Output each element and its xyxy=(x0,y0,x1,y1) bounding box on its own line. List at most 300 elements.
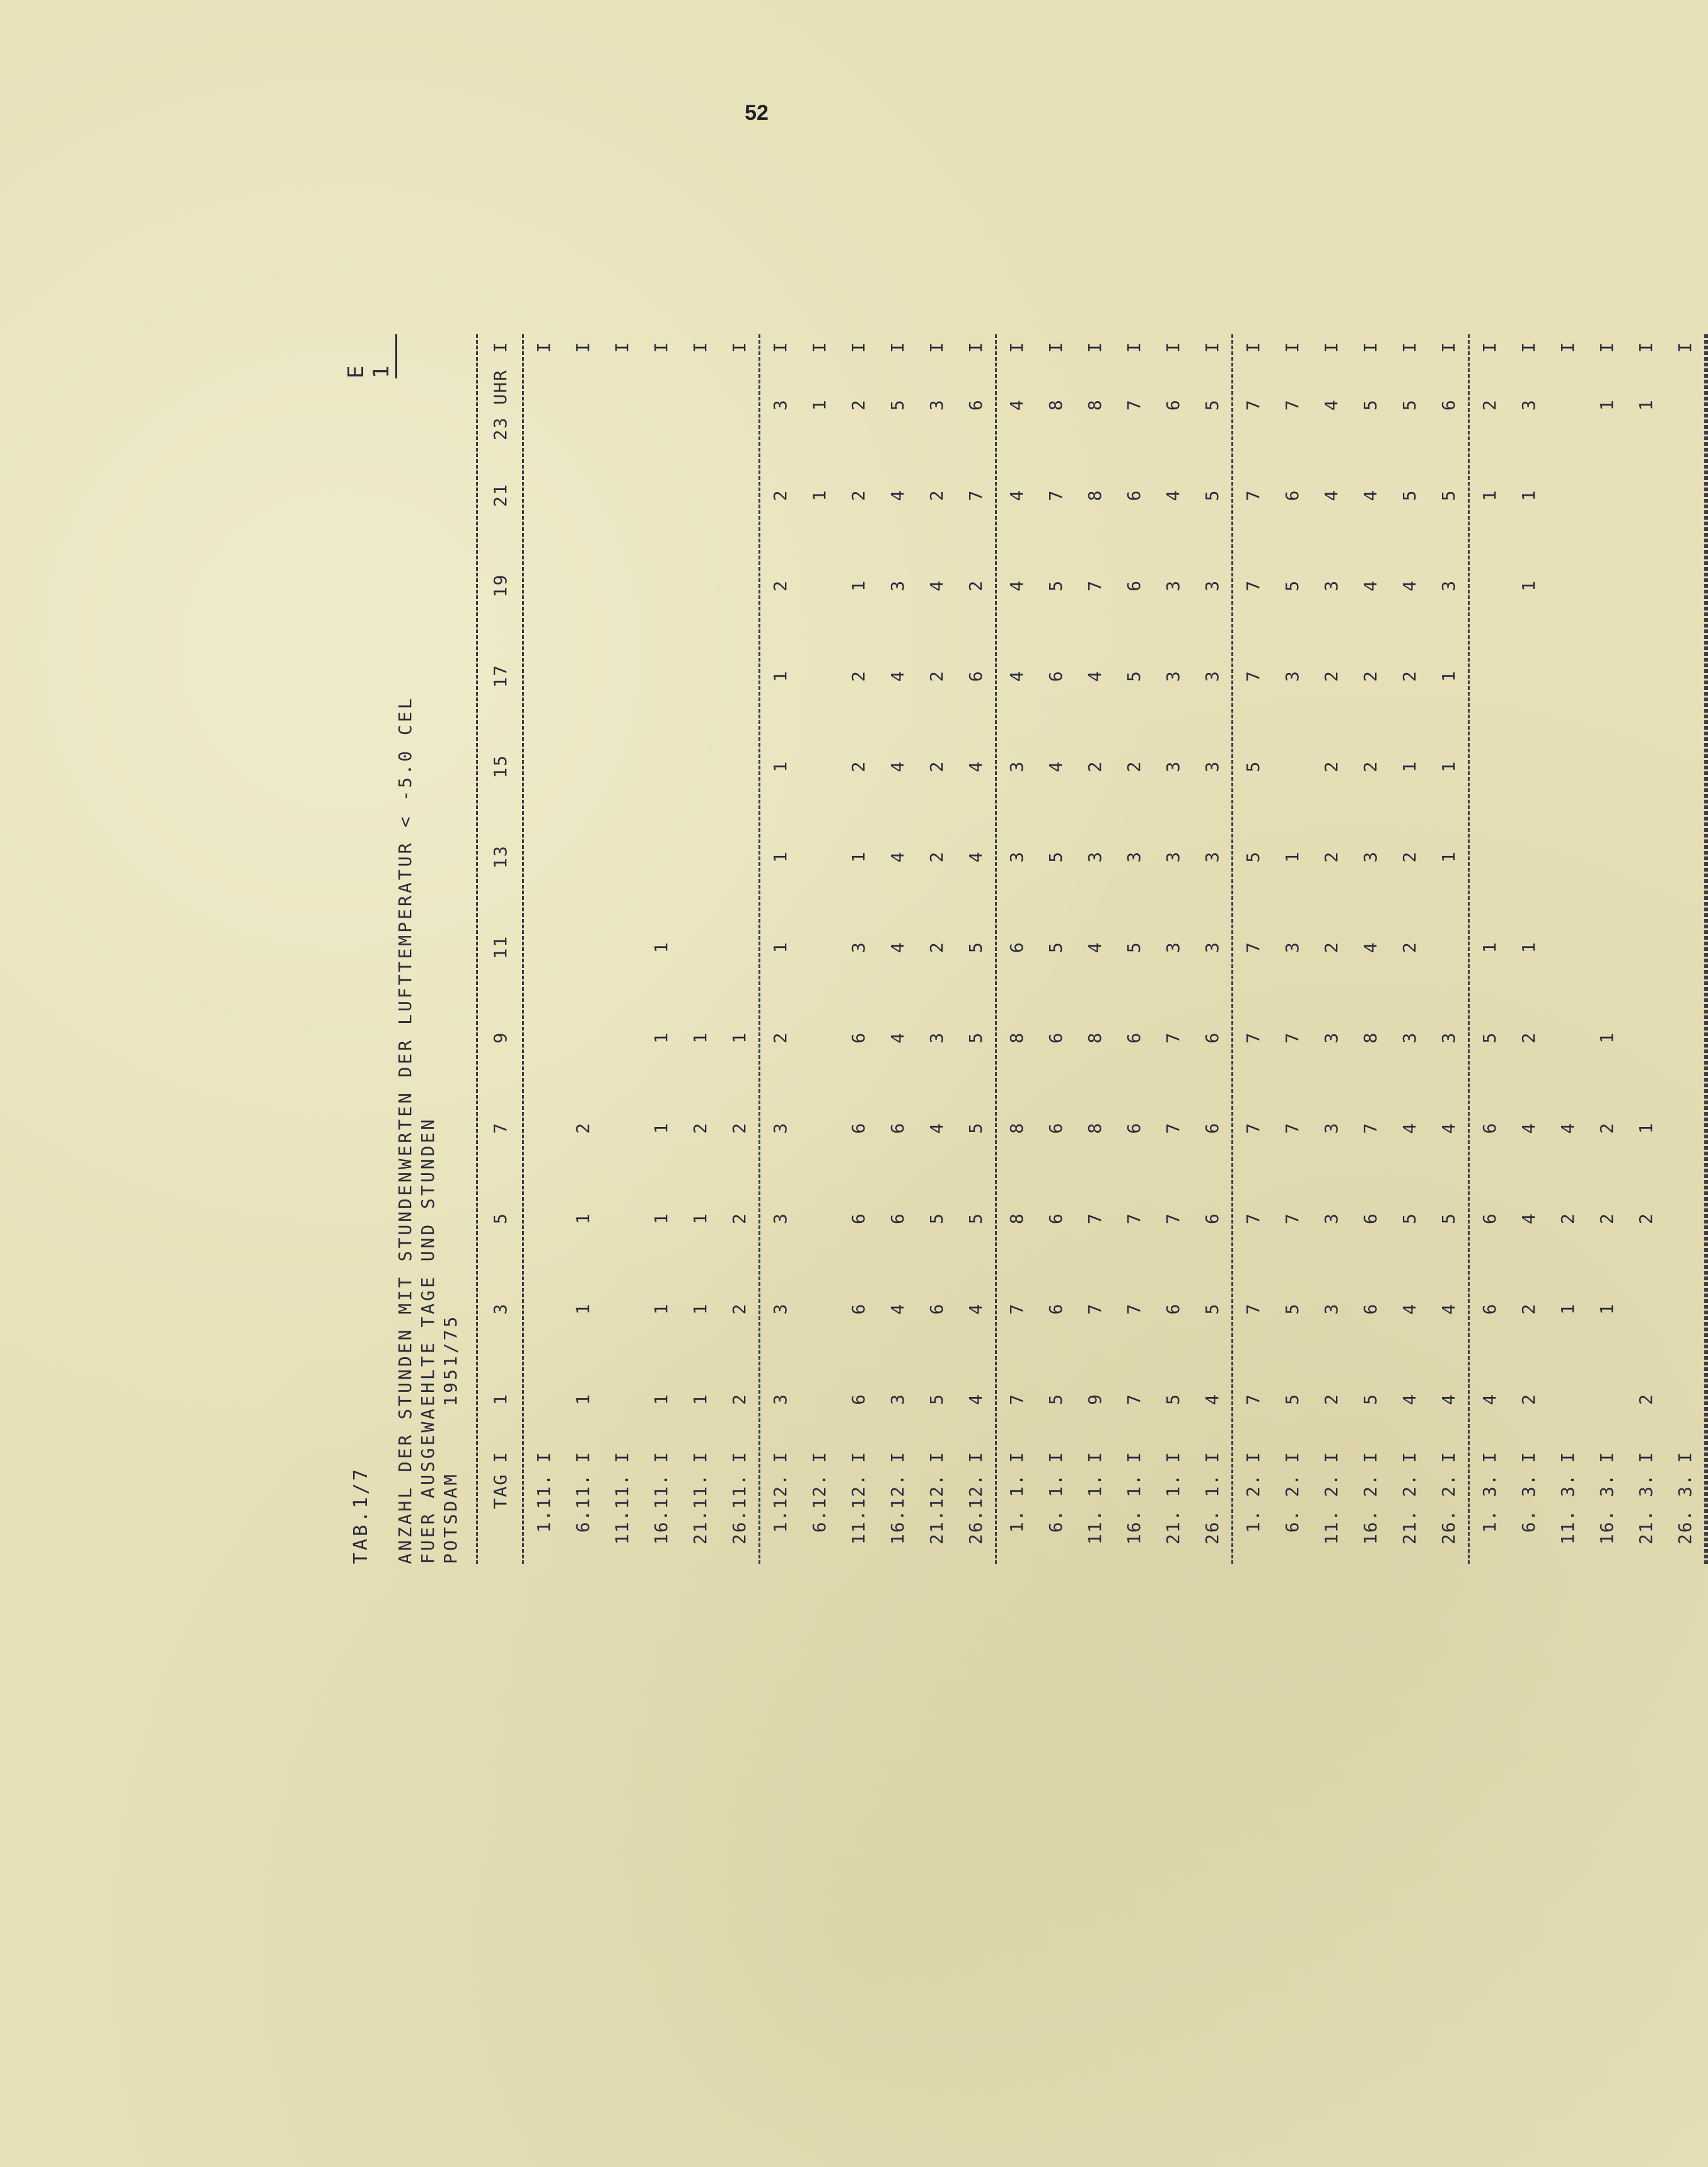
value-cell: 1 xyxy=(1596,399,1617,411)
value-cell: 1 xyxy=(1438,760,1459,773)
value-cell: 5 xyxy=(1281,579,1303,592)
column-separator: I xyxy=(1398,1451,1420,1463)
value-cell: 4 xyxy=(886,941,908,954)
value-cell: 6 xyxy=(1123,489,1144,501)
value-cell: 4 xyxy=(926,579,947,592)
value-cell: 7 xyxy=(965,489,986,501)
value-cell: 3 xyxy=(926,399,947,411)
column-separator: I xyxy=(689,341,711,353)
column-separator: I xyxy=(728,1451,750,1463)
value-cell: 7 xyxy=(1123,1302,1144,1315)
table-title xyxy=(394,696,462,1564)
value-cell: 4 xyxy=(1398,1302,1420,1315)
value-cell: 6 xyxy=(1281,489,1303,501)
value-cell: 4 xyxy=(1438,1302,1459,1315)
value-cell: 1 xyxy=(1596,1302,1617,1315)
value-cell: 2 xyxy=(1557,1212,1578,1225)
value-cell: 4 xyxy=(1084,941,1105,954)
value-cell: 4 xyxy=(1359,489,1381,501)
value-cell: 3 xyxy=(1162,670,1183,682)
column-separator: I xyxy=(1201,1451,1223,1463)
value-cell: 1 xyxy=(1557,1302,1578,1315)
hour-column-header: 9 xyxy=(489,1031,511,1044)
value-cell: 1 xyxy=(847,579,869,592)
value-cell: 6 xyxy=(847,1302,869,1315)
value-cell: 6 xyxy=(1201,1031,1223,1044)
value-cell: 7 xyxy=(1242,1393,1264,1405)
value-cell: 6 xyxy=(1045,1302,1066,1315)
value-cell: 3 xyxy=(1162,760,1183,773)
day-column-header: TAG xyxy=(489,1473,511,1509)
value-cell: 5 xyxy=(965,1212,986,1225)
table-row xyxy=(878,334,917,1564)
value-cell: 6 xyxy=(965,399,986,411)
value-cell: 6 xyxy=(1045,1121,1066,1134)
column-separator: I xyxy=(1162,341,1183,353)
value-cell: 2 xyxy=(1635,1393,1656,1405)
value-cell: 4 xyxy=(1320,489,1342,501)
day-cell: 11. 1. xyxy=(1084,1473,1105,1545)
value-cell: 5 xyxy=(1045,579,1066,592)
column-separator: I xyxy=(1242,341,1264,353)
value-cell: 3 xyxy=(1162,941,1183,954)
value-cell: 3 xyxy=(769,1393,791,1405)
value-cell: 4 xyxy=(1398,1121,1420,1134)
value-cell: 2 xyxy=(769,489,791,501)
value-cell: 1 xyxy=(728,1031,750,1044)
value-cell: 5 xyxy=(1281,1393,1303,1405)
value-cell: 4 xyxy=(886,1302,908,1315)
value-cell: 6 xyxy=(1123,579,1144,592)
value-cell: 3 xyxy=(1162,850,1183,863)
day-cell: 6. 2. xyxy=(1281,1473,1303,1533)
value-cell: 6 xyxy=(1123,1121,1144,1134)
day-cell: 26.11. xyxy=(728,1473,750,1545)
value-cell: 2 xyxy=(1320,760,1342,773)
value-cell: 4 xyxy=(1398,1393,1420,1405)
value-cell: 1 xyxy=(1438,670,1459,682)
column-separator: I xyxy=(1518,341,1539,353)
value-cell: 1 xyxy=(689,1031,711,1044)
day-cell: 26. 3. xyxy=(1674,1473,1695,1545)
value-cell: 7 xyxy=(1123,399,1144,411)
day-cell: 1. 2. xyxy=(1242,1473,1264,1533)
value-cell: 1 xyxy=(769,760,791,773)
day-cell: 21. 3. xyxy=(1635,1473,1656,1545)
value-cell: 6 xyxy=(1162,1302,1183,1315)
value-cell: 7 xyxy=(1084,1212,1105,1225)
value-cell: 4 xyxy=(965,1393,986,1405)
value-cell: 8 xyxy=(1084,489,1105,501)
table-row xyxy=(1470,334,1509,1564)
day-cell: 11.11. xyxy=(611,1473,632,1545)
value-cell: 2 xyxy=(769,579,791,592)
value-cell: 1 xyxy=(689,1302,711,1315)
value-cell: 2 xyxy=(689,1121,711,1134)
column-separator: I xyxy=(650,1451,671,1463)
table-id: TAB.1/7 xyxy=(350,1466,372,1564)
value-cell: 1 xyxy=(1596,1031,1617,1044)
value-cell: 3 xyxy=(769,399,791,411)
value-cell: 2 xyxy=(1518,1302,1539,1315)
table-row xyxy=(563,334,602,1564)
value-cell: 7 xyxy=(1162,1031,1183,1044)
value-cell: 6 xyxy=(847,1121,869,1134)
value-cell: 7 xyxy=(1242,1031,1264,1044)
value-cell: 6 xyxy=(1359,1302,1381,1315)
value-cell: 3 xyxy=(1438,579,1459,592)
value-cell: 1 xyxy=(650,941,671,954)
value-cell: 3 xyxy=(1320,1031,1342,1044)
value-cell: 6 xyxy=(965,670,986,682)
column-separator: I xyxy=(1557,341,1578,353)
value-cell: 4 xyxy=(1557,1121,1578,1134)
value-cell: 7 xyxy=(1242,941,1264,954)
value-cell: 2 xyxy=(769,1031,791,1044)
day-cell: 16. 1. xyxy=(1123,1473,1144,1545)
value-cell: 1 xyxy=(847,850,869,863)
value-cell: 1 xyxy=(1438,850,1459,863)
value-cell: 7 xyxy=(1162,1212,1183,1225)
day-cell: 26. 2. xyxy=(1438,1473,1459,1545)
hour-column-header: 15 xyxy=(489,754,511,778)
title-line: FUER AUSGEWAEHLTE TAGE UND STUNDEN xyxy=(417,1116,438,1564)
hour-column-header: 7 xyxy=(489,1121,511,1134)
value-cell: 3 xyxy=(769,1212,791,1225)
day-cell: 11. 2. xyxy=(1320,1473,1342,1545)
value-cell: 2 xyxy=(847,399,869,411)
value-cell: 1 xyxy=(650,1212,671,1225)
value-cell: 3 xyxy=(886,1393,908,1405)
value-cell: 5 xyxy=(1123,670,1144,682)
column-separator: I xyxy=(1320,341,1342,353)
value-cell: 8 xyxy=(1084,399,1105,411)
value-cell: 6 xyxy=(1123,1031,1144,1044)
value-cell: 1 xyxy=(572,1212,593,1225)
column-separator: I xyxy=(1479,341,1500,353)
day-cell: 21.12. xyxy=(926,1473,947,1545)
table-row xyxy=(997,334,1036,1564)
value-cell: 4 xyxy=(1162,489,1183,501)
value-cell: 3 xyxy=(1201,850,1223,863)
column-separator: I xyxy=(1596,1451,1617,1463)
column-separator: I xyxy=(1438,341,1459,353)
value-cell: 6 xyxy=(1479,1121,1500,1134)
value-cell: 4 xyxy=(1045,760,1066,773)
table-row xyxy=(1311,334,1351,1564)
value-cell: 1 xyxy=(1635,1121,1656,1134)
column-separator: I xyxy=(572,341,593,353)
column-separator: I xyxy=(650,341,671,353)
value-cell: 8 xyxy=(1359,1031,1381,1044)
value-cell: 2 xyxy=(847,670,869,682)
value-cell: 5 xyxy=(965,1121,986,1134)
value-cell: 9 xyxy=(1084,1393,1105,1405)
value-cell: 6 xyxy=(1201,1121,1223,1134)
value-cell: 1 xyxy=(689,1212,711,1225)
column-separator: I xyxy=(926,341,947,353)
value-cell: 1 xyxy=(572,1393,593,1405)
value-cell: 1 xyxy=(1479,941,1500,954)
value-cell: 3 xyxy=(847,941,869,954)
table-header-row xyxy=(478,334,524,1564)
table-row xyxy=(1192,334,1233,1564)
value-cell: 2 xyxy=(847,489,869,501)
value-cell: 7 xyxy=(1242,1121,1264,1134)
value-cell: 2 xyxy=(1320,1393,1342,1405)
value-cell: 2 xyxy=(1479,399,1500,411)
table-row xyxy=(1351,334,1390,1564)
value-cell: 2 xyxy=(1518,1393,1539,1405)
table-row xyxy=(917,334,956,1564)
value-cell: 3 xyxy=(1281,941,1303,954)
value-cell: 7 xyxy=(1242,579,1264,592)
value-cell: 3 xyxy=(886,579,908,592)
column-separator: I xyxy=(1201,341,1223,353)
value-cell: 4 xyxy=(1006,670,1027,682)
value-cell: 6 xyxy=(926,1302,947,1315)
day-cell: 21. 1. xyxy=(1162,1473,1183,1545)
value-cell: 5 xyxy=(1123,941,1144,954)
value-cell: 4 xyxy=(1006,489,1027,501)
value-cell: 6 xyxy=(1162,399,1183,411)
column-separator: I xyxy=(769,1451,791,1463)
value-cell: 4 xyxy=(886,760,908,773)
table-row xyxy=(1665,334,1706,1564)
value-cell: 1 xyxy=(650,1031,671,1044)
table-row xyxy=(1429,334,1470,1564)
column-separator: I xyxy=(533,341,554,353)
value-cell: 5 xyxy=(1045,850,1066,863)
table-row xyxy=(680,334,719,1564)
value-cell: 4 xyxy=(1201,1393,1223,1405)
value-cell: 6 xyxy=(847,1212,869,1225)
column-separator: I xyxy=(965,341,986,353)
value-cell: 5 xyxy=(1398,399,1420,411)
day-cell: 11. 3. xyxy=(1557,1473,1578,1545)
value-cell: 5 xyxy=(926,1212,947,1225)
title-line: ANZAHL DER STUNDEN MIT STUNDENWERTEN DER LUFTTEMPERATUR < -5.0 CEL xyxy=(395,696,415,1564)
value-cell: 4 xyxy=(886,850,908,863)
value-cell: 7 xyxy=(1359,1121,1381,1134)
value-cell: 5 xyxy=(1162,1393,1183,1405)
value-cell: 5 xyxy=(1201,399,1223,411)
table-body xyxy=(524,334,1706,1564)
value-cell: 8 xyxy=(1006,1031,1027,1044)
value-cell: 3 xyxy=(1201,941,1223,954)
hour-column-header: 1 xyxy=(489,1393,511,1405)
value-cell: 5 xyxy=(1359,399,1381,411)
value-cell: 3 xyxy=(769,1121,791,1134)
value-cell: 6 xyxy=(1479,1302,1500,1315)
value-cell: 4 xyxy=(1479,1393,1500,1405)
value-cell: 3 xyxy=(1320,1121,1342,1134)
value-cell: 1 xyxy=(650,1302,671,1315)
value-cell: 7 xyxy=(1123,1212,1144,1225)
rotated-table-sheet xyxy=(331,334,1695,1564)
value-cell: 7 xyxy=(1242,670,1264,682)
value-cell: 4 xyxy=(926,1121,947,1134)
data-table xyxy=(476,334,1708,1564)
column-separator: I xyxy=(533,1451,554,1463)
table-row xyxy=(524,334,563,1564)
table-row xyxy=(1548,334,1587,1564)
value-cell: 3 xyxy=(1320,1302,1342,1315)
day-cell: 16. 3. xyxy=(1596,1473,1617,1545)
value-cell: 3 xyxy=(1201,760,1223,773)
hour-column-header: 3 xyxy=(489,1302,511,1315)
value-cell: 4 xyxy=(1518,1121,1539,1134)
value-cell: 1 xyxy=(1518,489,1539,501)
value-cell: 4 xyxy=(886,489,908,501)
column-separator: I xyxy=(1674,341,1695,353)
day-cell: 21.11. xyxy=(689,1473,711,1545)
value-cell: 3 xyxy=(1201,579,1223,592)
value-cell: 2 xyxy=(1398,941,1420,954)
value-cell: 6 xyxy=(1045,1212,1066,1225)
value-cell: 5 xyxy=(1281,1302,1303,1315)
value-cell: 1 xyxy=(1518,579,1539,592)
value-cell: 1 xyxy=(1281,850,1303,863)
hour-column-header: 5 xyxy=(489,1212,511,1225)
value-cell: 5 xyxy=(1045,1393,1066,1405)
column-separator: I xyxy=(847,341,869,353)
value-cell: 6 xyxy=(847,1031,869,1044)
table-row xyxy=(1075,334,1114,1564)
value-cell: 7 xyxy=(1242,399,1264,411)
value-cell: 4 xyxy=(886,1031,908,1044)
column-separator: I xyxy=(808,1451,830,1463)
value-cell: 5 xyxy=(1045,941,1066,954)
column-separator: I xyxy=(1359,1451,1381,1463)
value-cell: 2 xyxy=(1596,1121,1617,1134)
column-separator: I xyxy=(926,1451,947,1463)
value-cell: 7 xyxy=(1084,1302,1105,1315)
value-cell: 8 xyxy=(1006,1121,1027,1134)
value-cell: 4 xyxy=(1518,1212,1539,1225)
value-cell: 1 xyxy=(769,850,791,863)
table-row xyxy=(1390,334,1429,1564)
column-separator: I xyxy=(1596,341,1617,353)
column-separator: I xyxy=(1045,1451,1066,1463)
table-row xyxy=(839,334,878,1564)
value-cell: 6 xyxy=(1045,670,1066,682)
value-cell: 2 xyxy=(1635,1212,1656,1225)
value-cell: 7 xyxy=(1281,1121,1303,1134)
value-cell: 4 xyxy=(1084,670,1105,682)
value-cell: 5 xyxy=(1201,1302,1223,1315)
column-separator: I xyxy=(489,1451,511,1463)
table-row xyxy=(719,334,760,1564)
value-cell: 7 xyxy=(1084,579,1105,592)
value-cell: 2 xyxy=(926,760,947,773)
value-cell: 7 xyxy=(1006,1393,1027,1405)
column-separator: I xyxy=(1479,1451,1500,1463)
value-cell: 6 xyxy=(1045,1031,1066,1044)
value-cell: 4 xyxy=(965,1302,986,1315)
value-cell: 3 xyxy=(1398,1031,1420,1044)
table-row xyxy=(760,334,799,1564)
value-cell: 7 xyxy=(1281,1212,1303,1225)
value-cell: 7 xyxy=(1162,1121,1183,1134)
value-cell: 3 xyxy=(926,1031,947,1044)
day-cell: 6. 1. xyxy=(1045,1473,1066,1533)
value-cell: 1 xyxy=(650,1121,671,1134)
value-cell: 7 xyxy=(1045,489,1066,501)
value-cell: 8 xyxy=(1006,1212,1027,1225)
document-label: E 1 xyxy=(344,334,397,378)
value-cell: 2 xyxy=(926,489,947,501)
value-cell: 6 xyxy=(1006,941,1027,954)
table-row xyxy=(641,334,680,1564)
value-cell: 1 xyxy=(689,1393,711,1405)
table-row xyxy=(1233,334,1272,1564)
value-cell: 4 xyxy=(1006,399,1027,411)
value-cell: 2 xyxy=(728,1212,750,1225)
value-cell: 5 xyxy=(965,1031,986,1044)
column-separator: I xyxy=(1320,1451,1342,1463)
value-cell: 3 xyxy=(1006,850,1027,863)
value-cell: 2 xyxy=(728,1121,750,1134)
hour-column-header: 13 xyxy=(489,844,511,869)
table-row xyxy=(1626,334,1665,1564)
column-separator: I xyxy=(965,1451,986,1463)
column-separator: I xyxy=(1359,341,1381,353)
value-cell: 5 xyxy=(1438,489,1459,501)
column-separator: I xyxy=(489,341,511,353)
value-cell: 5 xyxy=(926,1393,947,1405)
value-cell: 2 xyxy=(1320,850,1342,863)
value-cell: 3 xyxy=(1281,670,1303,682)
column-separator: I xyxy=(728,341,750,353)
column-separator: I xyxy=(1635,1451,1656,1463)
value-cell: 4 xyxy=(965,760,986,773)
column-separator: I xyxy=(808,341,830,353)
value-cell: 6 xyxy=(1438,399,1459,411)
day-cell: 16. 2. xyxy=(1359,1473,1381,1545)
column-separator: I xyxy=(1281,1451,1303,1463)
value-cell: 4 xyxy=(1006,579,1027,592)
value-cell: 4 xyxy=(1438,1393,1459,1405)
value-cell: 1 xyxy=(808,489,830,501)
value-cell: 2 xyxy=(926,941,947,954)
column-separator: I xyxy=(1518,1451,1539,1463)
value-cell: 2 xyxy=(926,670,947,682)
value-cell: 5 xyxy=(1359,1393,1381,1405)
value-cell: 7 xyxy=(1242,1302,1264,1315)
value-cell: 5 xyxy=(1242,760,1264,773)
page-number: 52 xyxy=(745,101,769,125)
day-cell: 6. 3. xyxy=(1518,1473,1539,1533)
value-cell: 8 xyxy=(1045,399,1066,411)
value-cell: 4 xyxy=(965,850,986,863)
day-cell: 1.12. xyxy=(769,1473,791,1533)
value-cell: 3 xyxy=(1320,579,1342,592)
value-cell: 2 xyxy=(1398,670,1420,682)
column-separator: I xyxy=(847,1451,869,1463)
value-cell: 5 xyxy=(1438,1212,1459,1225)
value-cell: 3 xyxy=(1518,399,1539,411)
column-separator: I xyxy=(886,1451,908,1463)
value-cell: 7 xyxy=(1006,1302,1027,1315)
day-cell: 26. 1. xyxy=(1201,1473,1223,1545)
day-cell: 16.12. xyxy=(886,1473,908,1545)
value-cell: 2 xyxy=(1320,670,1342,682)
value-cell: 8 xyxy=(1084,1121,1105,1134)
value-cell: 1 xyxy=(769,941,791,954)
day-cell: 6.12. xyxy=(808,1473,830,1533)
table-row xyxy=(1036,334,1075,1564)
